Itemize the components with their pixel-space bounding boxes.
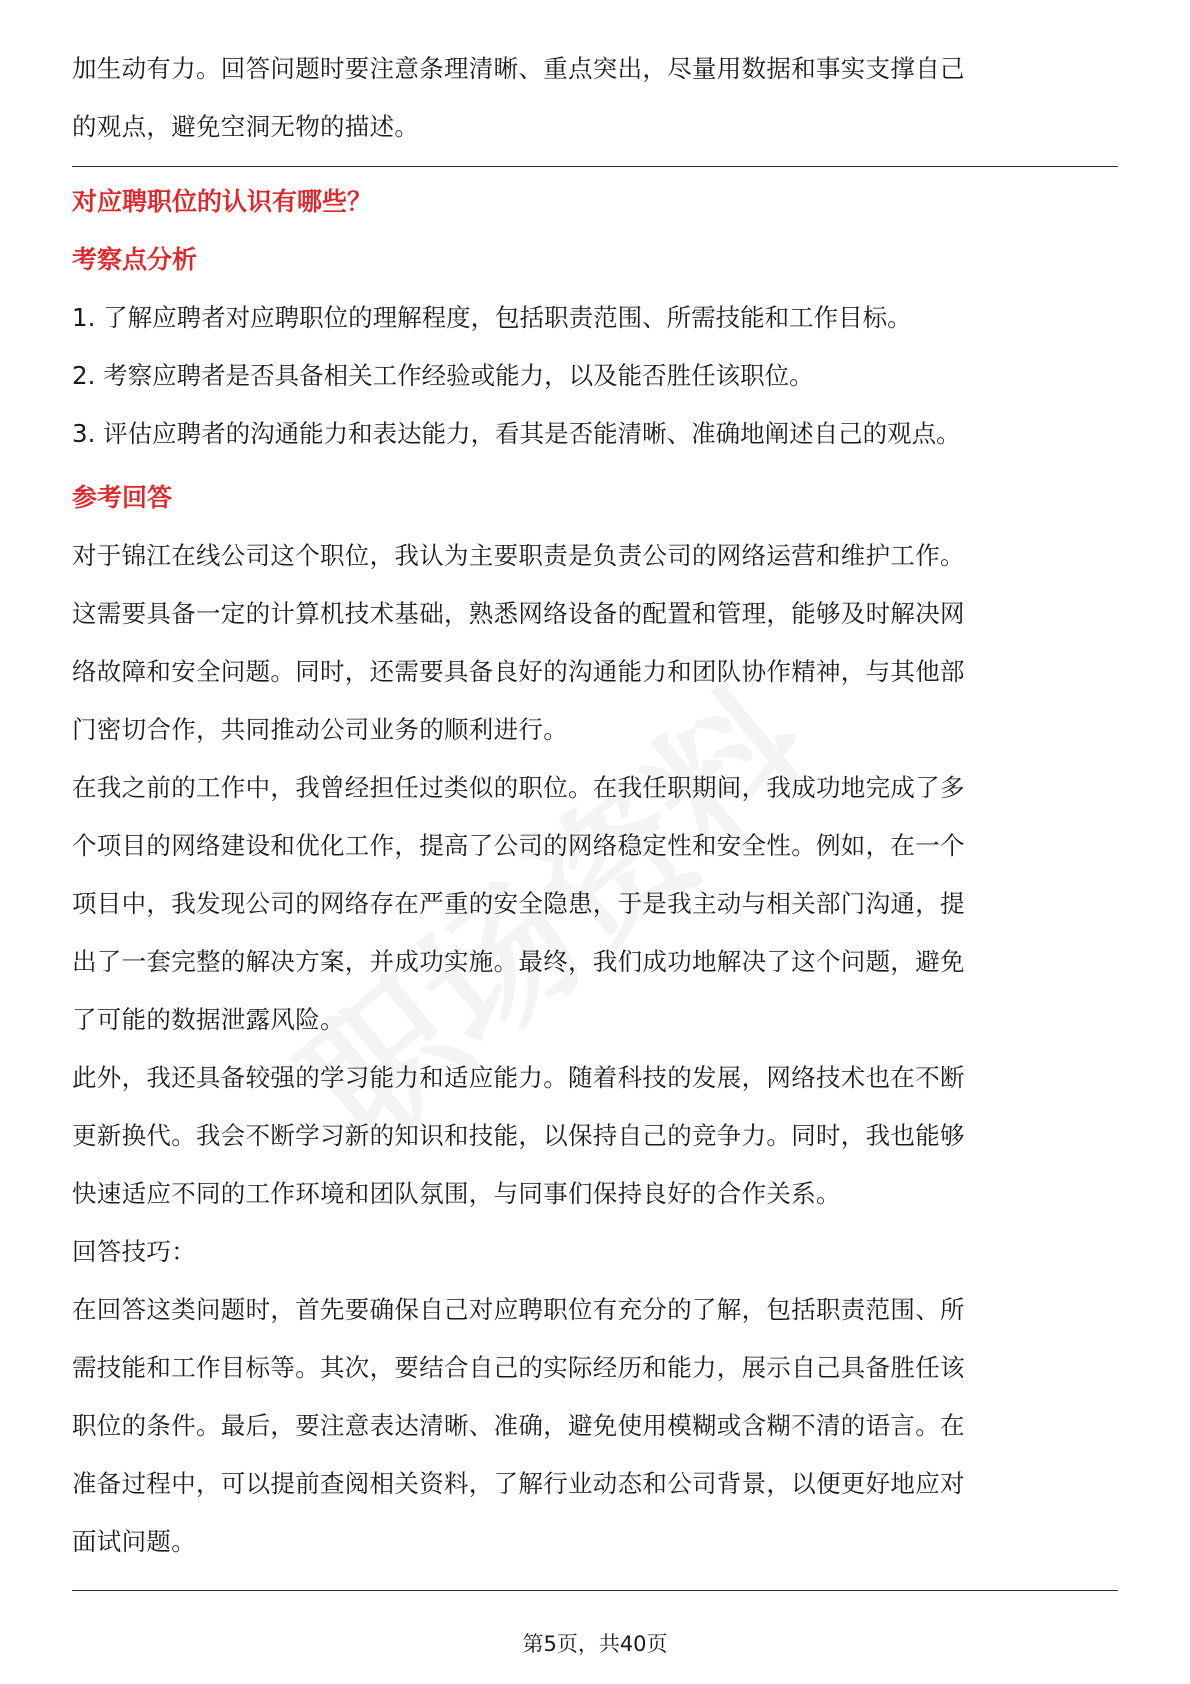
- answer-line-14: 在回答这类问题时，首先要确保自己对应聘职位有充分的了解，包括职责范围、所: [72, 1295, 965, 1324]
- answer-line-16: 职位的条件。最后，要注意表达清晰、准确，避免使用模糊或含糊不清的语言。在: [72, 1411, 965, 1440]
- question-title: 对应聘职位的认识有哪些？: [72, 187, 373, 216]
- answer-line-18: 面试问题。: [72, 1527, 196, 1556]
- page-number: 第5页，共40页: [522, 1632, 668, 1656]
- answer-line-6: 个项目的网络建设和优化工作，提高了公司的网络稳定性和安全性。例如，在一个: [72, 831, 965, 860]
- intro-line-1: 加生动有力。回答问题时要注意条理清晰、重点突出，尽量用数据和事实支撑自己: [72, 54, 965, 83]
- divider-top: [72, 166, 1118, 167]
- answer-line-5: 在我之前的工作中，我曾经担任过类似的职位。在我任职期间，我成功地完成了多: [72, 773, 965, 802]
- answer-line-3: 络故障和安全问题。同时，还需要具备良好的沟通能力和团队协作精神，与其他部: [72, 657, 965, 686]
- analysis-heading: 考察点分析: [72, 245, 198, 274]
- answer-tips-label: 回答技巧：: [72, 1237, 196, 1266]
- answer-line-10: 此外，我还具备较强的学习能力和适应能力。随着科技的发展，网络技术也在不断: [72, 1063, 965, 1092]
- answer-line-15: 需技能和工作目标等。其次，要结合自己的实际经历和能力，展示自己具备胜任该: [72, 1353, 965, 1382]
- answer-line-12: 快速适应不同的工作环境和团队氛围，与同事们保持良好的合作关系。: [72, 1179, 841, 1208]
- analysis-item-3: 3. 评估应聘者的沟通能力和表达能力，看其是否能清晰、准确地阐述自己的观点。: [72, 419, 961, 448]
- answer-line-2: 这需要具备一定的计算机技术基础，熟悉网络设备的配置和管理，能够及时解决网: [72, 599, 965, 628]
- divider-bottom: [72, 1590, 1118, 1591]
- answer-line-1: 对于锦江在线公司这个职位，我认为主要职责是负责公司的网络运营和维护工作。: [72, 541, 965, 570]
- answer-heading: 参考回答: [72, 483, 173, 512]
- answer-line-4: 门密切合作，共同推动公司业务的顺利进行。: [72, 715, 568, 744]
- document-body: [72, 40, 1118, 156]
- intro-line-2: 的观点，避免空洞无物的描述。: [72, 112, 420, 141]
- analysis-item-2: 2. 考察应聘者是否具备相关工作经验或能力，以及能否胜任该职位。: [72, 361, 814, 390]
- answer-line-8: 出了一套完整的解决方案，并成功实施。最终，我们成功地解决了这个问题，避免: [72, 947, 965, 976]
- answer-line-9: 了可能的数据泄露风险。: [72, 1005, 345, 1034]
- answer-line-11: 更新换代。我会不断学习新的知识和技能，以保持自己的竞争力。同时，我也能够: [72, 1121, 965, 1150]
- answer-line-17: 准备过程中，可以提前查阅相关资料，了解行业动态和公司背景，以便更好地应对: [72, 1469, 965, 1498]
- analysis-item-1: 1. 了解应聘者对应聘职位的理解程度，包括职责范围、所需技能和工作目标。: [72, 303, 912, 332]
- question-section: [72, 173, 1118, 1571]
- answer-line-7: 项目中，我发现公司的网络存在严重的安全隐患，于是我主动与相关部门沟通，提: [72, 889, 965, 918]
